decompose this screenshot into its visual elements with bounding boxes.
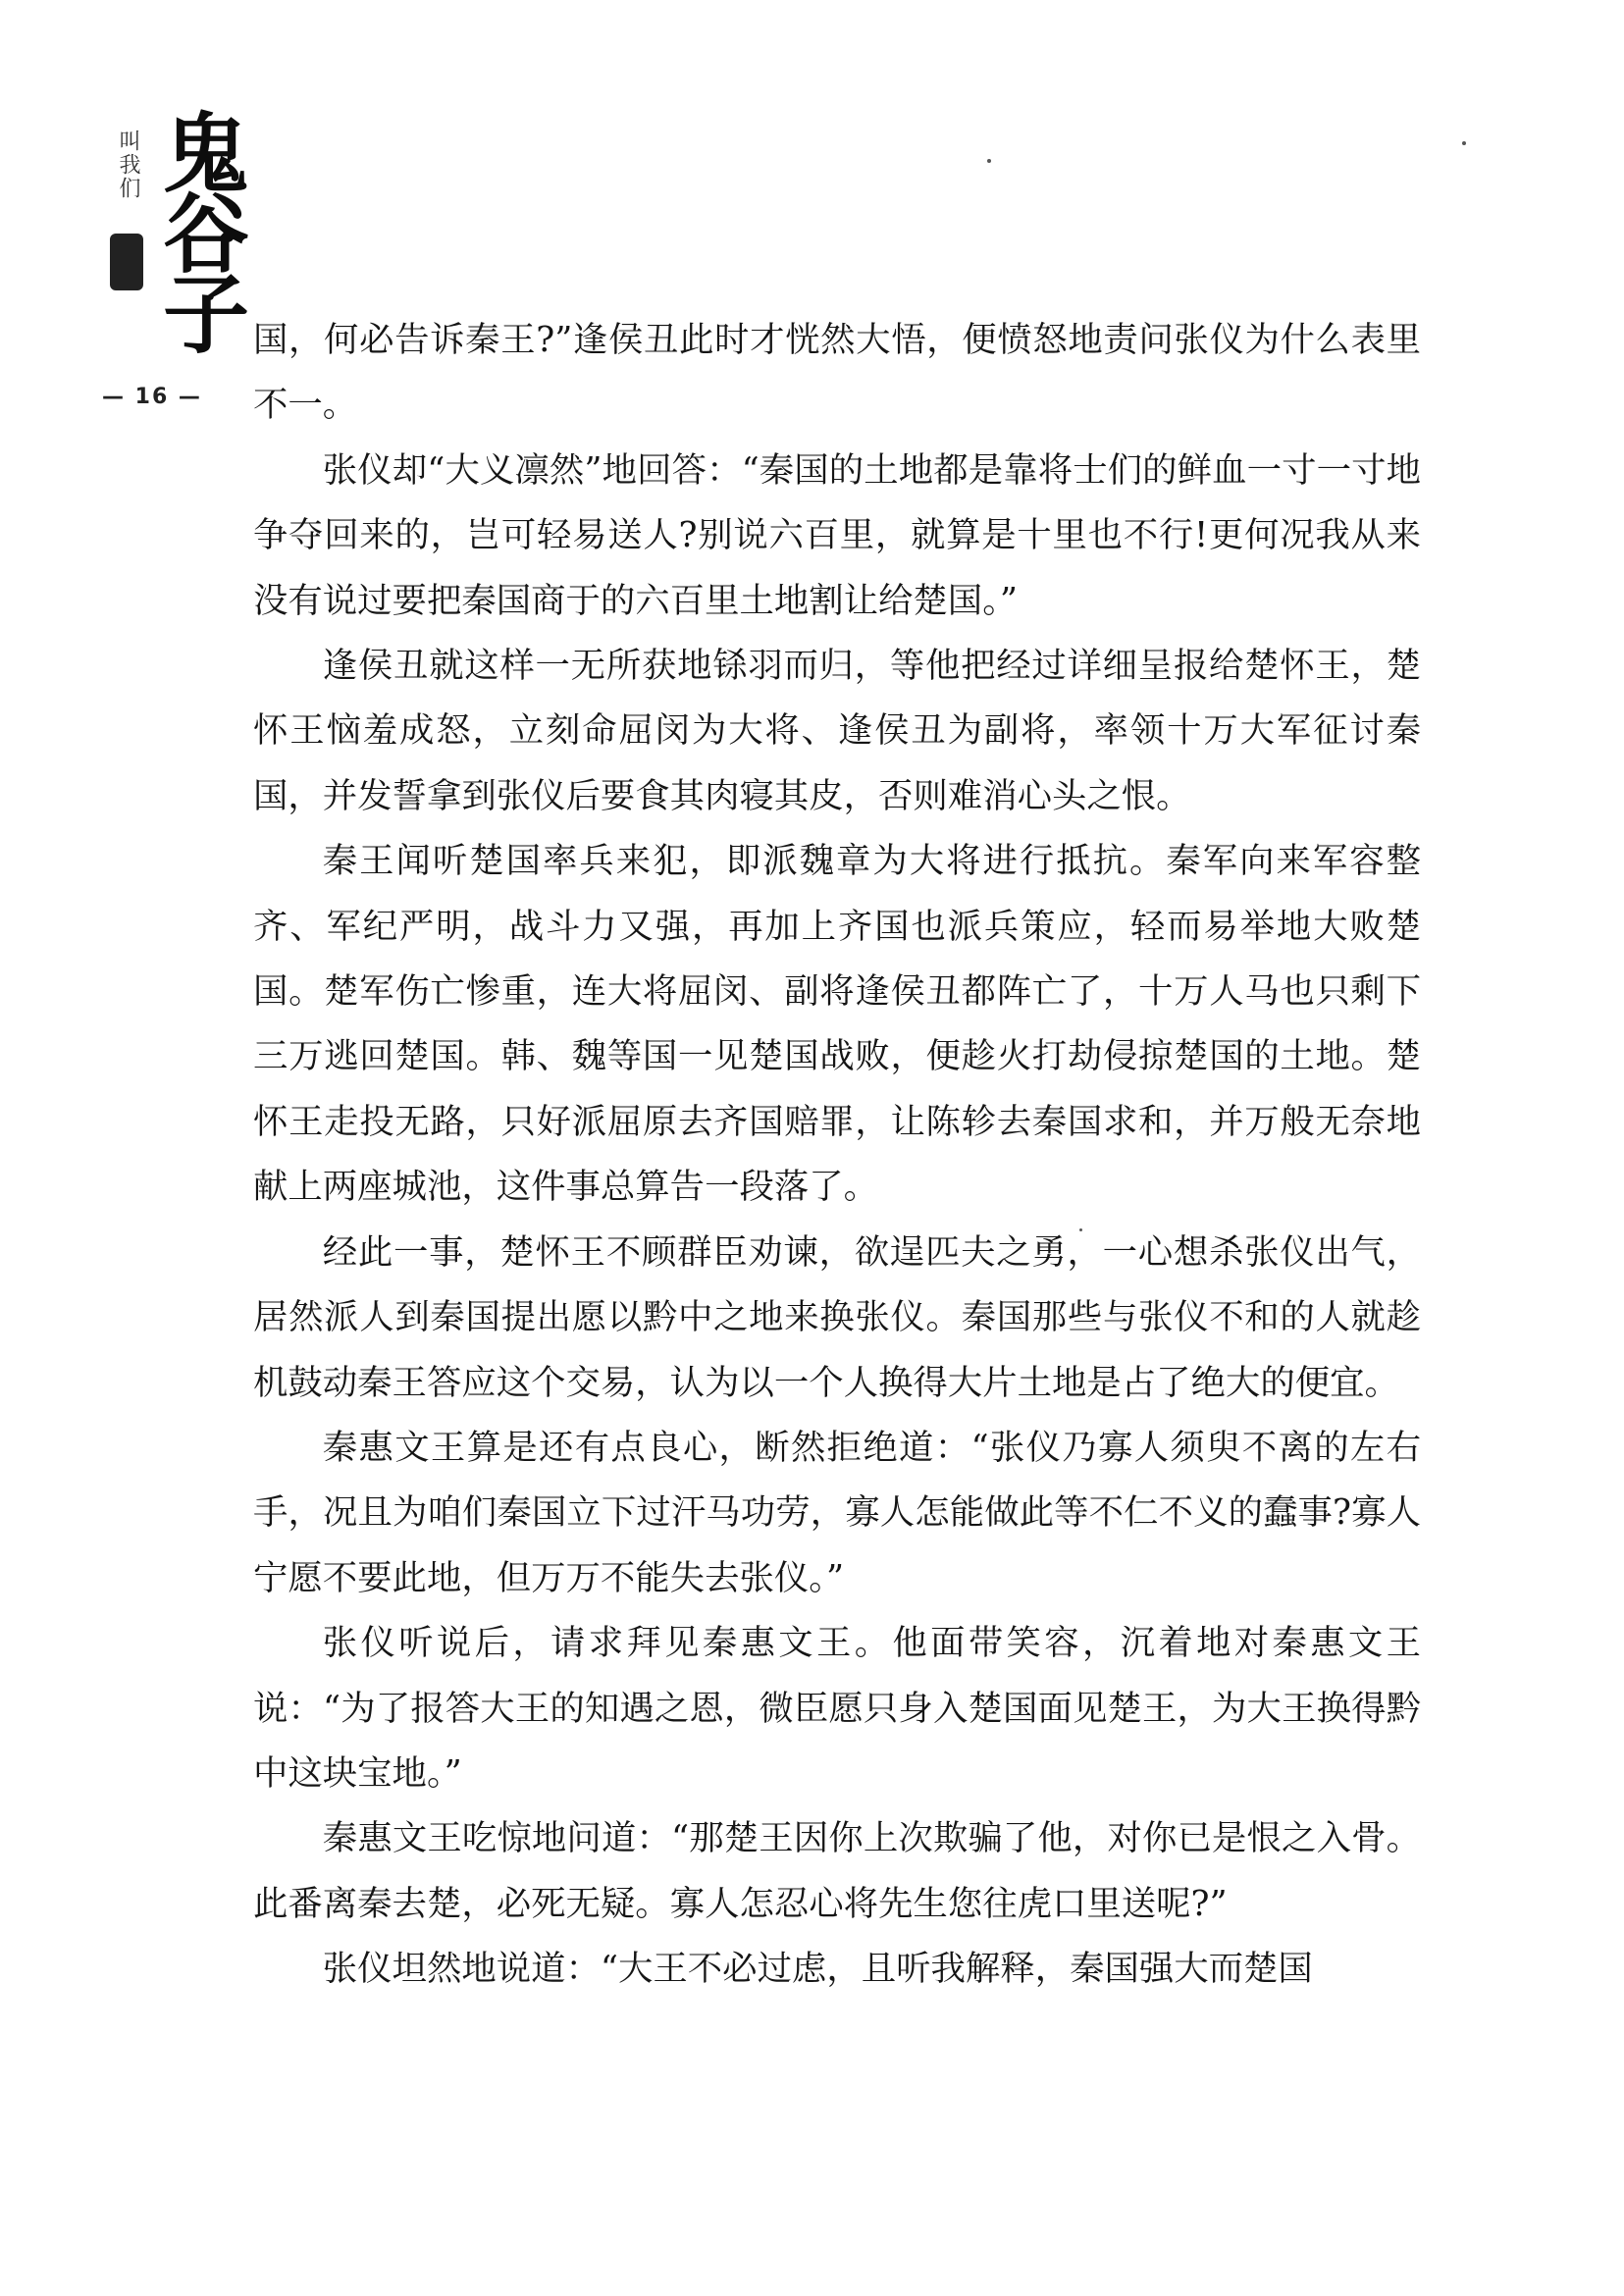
paragraph-4: 秦王闻听楚国率兵来犯，即派魏章为大将进行抵抗。秦军向来军容整齐、军纪严明，战斗力又强，再加上齐国也派兵策应，轻而易举地大败楚国。楚军伤亡惨重，连大将屈闵、副将逢侯丑都阵亡了，十万人马也只剩下三万逃回楚国。韩、魏等国一见楚国战败，便趁火打劫侵掠楚国的土地。楚怀王走投无路，只好派屈原去齐国赔罪，让陈轸去秦国求和，并万般无奈地献上两座城池，这件事总算告一段落了。 [253,841,1421,1208]
paragraph-7: 张仪听说后，请求拜见秦惠文王。他面带笑容，沉着地对秦惠文王说：“为了报答大王的知遇之恩，微臣愿只身入楚国面见楚王，为大王换得黔中这块宝地。” [253,1623,1421,1794]
paragraph-2: 张仪却“大义凛然”地回答：“秦国的土地都是靠将士们的鲜血一寸一寸地争夺回来的，岂可轻易送人?别说六百里，就算是十里也不行!更何况我从来没有说过要把秦国商于的六百里土地割让给楚国。” [253,449,1421,621]
paragraph-5: 经此一事，楚怀王不顾群臣劝谏，欲逞匹夫之勇，一心想杀张仪出气，居然派人到秦国提出愿以黔中之地来换张仪。秦国那些与张仪不和的人就趁机鼓动秦王答应这个交易，认为以一个人换得大片土地是占了绝大的便宜。 [253,1231,1421,1403]
paragraph-8: 秦惠文王吃惊地问道：“那楚王因你上次欺骗了他，对你已是恨之入骨。此番离秦去楚，必死无疑。寡人怎忍心将先生您往虎口里送呢?” [253,1818,1421,1924]
book-logo [102,108,249,363]
logo-subtitle: 叫我们 [116,130,140,200]
scan-speck [987,159,991,163]
body-text [253,308,1421,2003]
page-number: — 16 — [102,385,202,409]
paragraph-3: 逢侯丑就这样一无所获地铩羽而归，等他把经过详细呈报给楚怀王，楚怀王恼羞成怒，立刻命屈闵为大将、逢侯丑为副将，率领十万大军征讨秦国，并发誓拿到张仪后要食其肉寝其皮，否则难消心头之恨。 [253,646,1421,816]
paragraph-9: 张仪坦然地说道：“大王不必过虑，且听我解释，秦国强大而楚国 [322,1949,1313,1990]
book-title: 鬼谷子 [149,108,251,349]
paragraph-6: 秦惠文王算是还有点良心，断然拒绝道：“张仪乃寡人须臾不离的左右手，况且为咱们秦国立下过汗马功劳，寡人怎能做此等不仁不义的蠢事?寡人宁愿不要此地，但万万不能失去张仪。” [253,1427,1421,1598]
scan-speck [1462,141,1466,145]
paragraph-1: 国，何必告诉秦王?”逢侯丑此时才恍然大悟，便愤怒地责问张仪为什么表里不一。 [253,320,1421,426]
logo-seal [110,234,143,290]
